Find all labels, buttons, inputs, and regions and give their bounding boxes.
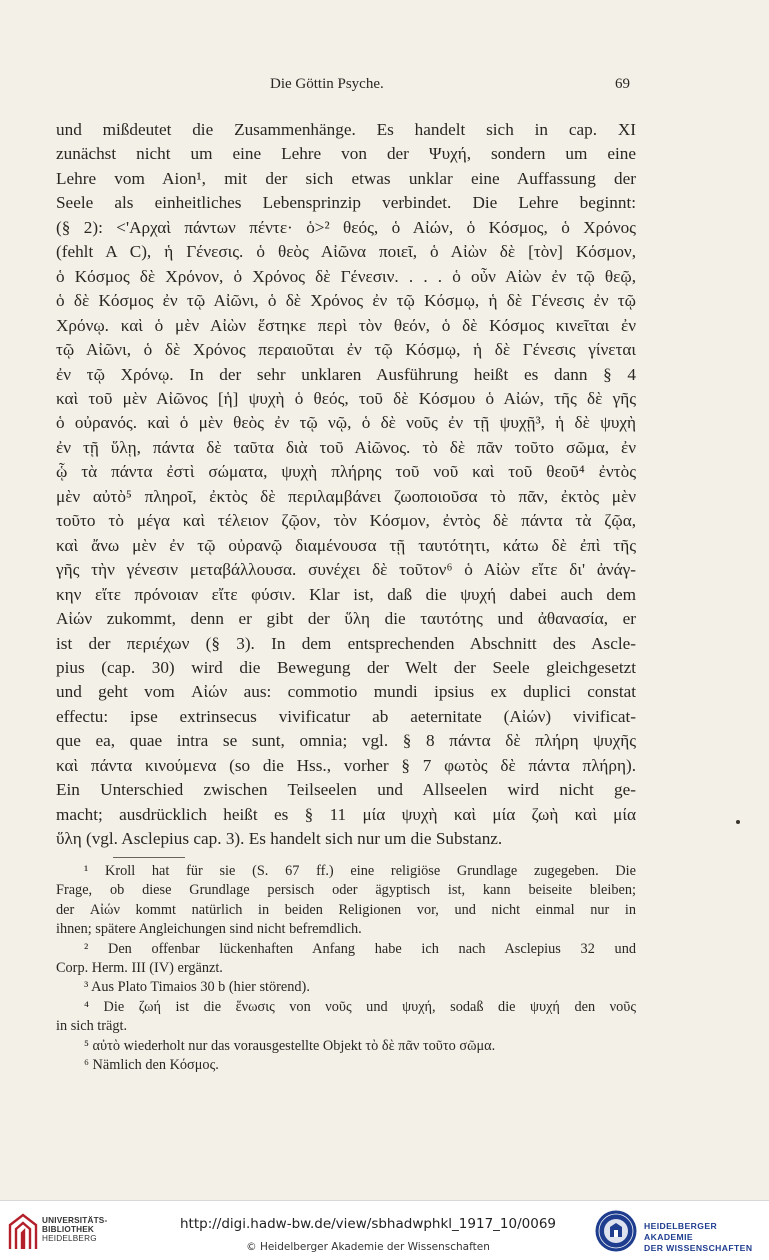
- text-line: ist der περιέχων (§ 3). In dem entsprechenden Abschnitt des Ascle-: [56, 633, 636, 653]
- text-line: ἐν τῇ ὕλῃ, πάντα δὲ ταῦτα διὰ τοῦ Αἰῶνος. τὸ δὲ πᾶν τοῦτο σῶμα, ἐν: [56, 437, 636, 457]
- footnote-rule: [113, 857, 185, 858]
- footnote-line: ⁵ αὐτὸ wiederholt nur das vorausgestellte Objekt τὸ δὲ πᾶν τοῦτο σῶμα.: [84, 1037, 496, 1054]
- academy-name-line: DER WISSENSCHAFTEN: [644, 1243, 753, 1253]
- text-line: macht; ausdrücklich heißt es § 11 μία ψυχὴ καὶ μία ζωὴ καὶ μία: [56, 804, 636, 824]
- library-emblem-icon: [8, 1211, 38, 1251]
- library-name-line: HEIDELBERG: [42, 1234, 97, 1244]
- text-line: effectu: ipse extrinsecus vivificatur ab aeternitate (Αἰών) vivificat-: [56, 706, 636, 726]
- footnote-line: ⁶ Nämlich den Κόσμος.: [84, 1057, 219, 1074]
- footnote-line: ¹ Kroll hat für sie (S. 67 ff.) eine religiöse Grundlage zugegeben. Die: [84, 863, 636, 879]
- academy-name-line: HEIDELBERGER AKADEMIE: [644, 1221, 718, 1242]
- text-line: (§ 2): <'Αρχαὶ πάντων πέντε· ὁ>² θεός, ὁ Αἰών, ὁ Κόσμος, ὁ Χρόνος: [56, 217, 636, 237]
- text-line: und geht vom Αἰών aus: commotio mundi ipsius ex duplici constat: [56, 682, 636, 702]
- text-line: ὁ Κόσμος δὲ Χρόνον, ὁ Χρόνος δὲ Γένεσιν. . . . ὁ οὖν Αἰὼν ἐν τῷ θεῷ,: [56, 266, 636, 286]
- text-line: ὁ οὐρανός. καὶ ὁ μὲν θεὸς ἐν τῷ νῷ, ὁ δὲ νοῦς ἐν τῇ ψυχῇ³, ἡ δὲ ψυχὴ: [56, 413, 636, 433]
- text-line: Lehre vom Aion¹, mit der sich etwas unklar eine Auffassung der: [56, 168, 636, 188]
- library-name: [42, 1216, 107, 1244]
- text-line: ὕλη (vgl. Asclepius cap. 3). Es handelt sich nur um die Substanz.: [56, 829, 503, 849]
- text-line: ᾧ τὰ πάντα ἐστὶ σώματα, ψυχὴ πλήρης τοῦ νοῦ καὶ τοῦ θεοῦ⁴ ἐντὸς: [56, 462, 636, 482]
- footnote-line: ihnen; spätere Angleichungen sind nicht befremdlich.: [56, 921, 362, 938]
- text-line: Χρόνῳ. καὶ ὁ μὲν Αἰὼν ἕστηκε περὶ τὸν θεόν, ὁ δὲ Κόσμος κινεῖται ἐν: [56, 315, 636, 335]
- text-line: zunächst nicht um eine Lehre von der Ψυχή, sondern um eine: [56, 144, 636, 164]
- text-line: καὶ τοῦ μὲν Αἰῶνος [ἡ] ψυχὴ ὁ θεός, τοῦ δὲ Κόσμου ὁ Αἰών, τῆς δὲ γῆς: [56, 388, 636, 408]
- text-line: κην εἴτε πρόνοιαν εἴτε φύσιν. Klar ist, daß die ψυχή dabei auch dem: [56, 584, 636, 604]
- footnote-line: Frage, ob diese Grundlage persisch oder ägyptisch ist, kann beiseite bleiben;: [56, 882, 636, 899]
- academy-logo[interactable]: [594, 1207, 764, 1255]
- text-line: und mißdeutet die Zusammenhänge. Es handelt sich in cap. XI: [56, 120, 636, 139]
- main-text: [56, 118, 636, 852]
- footnote-line: ³ Aus Plato Timaios 30 b (hier störend).: [84, 979, 310, 996]
- footnote-line: in sich trägt.: [56, 1018, 128, 1035]
- text-line: γῆς τὴν γένεσιν μεταβάλλουσα. συνέχει δὲ τοῦτον⁶ ὁ Αἰὼν εἴτε δι' ἀνάγ-: [56, 560, 636, 580]
- footnote-line: der Αἰών kommt natürlich in beiden Religionen vor, und nicht einmal nur in: [56, 901, 636, 918]
- copyright-notice: © Heidelberger Akademie der Wissenschaften: [246, 1241, 490, 1253]
- text-line: ἐν τῷ Χρόνῳ. In der sehr unklaren Ausführung heißt es dann § 4: [56, 364, 636, 384]
- text-line: Seele als einheitliches Lebensprinzip verbindet. Die Lehre beginnt:: [56, 193, 636, 213]
- text-line: Αἰών zukommt, denn er gibt der ὕλη die ταυτότης und ἀθανασία, er: [56, 609, 636, 629]
- text-line: μὲν αὐτὸ⁵ πληροῖ, ἐκτὸς δὲ περιλαμβάνει ζωοποιοῦσα τὸ πᾶν, ἐκτὸς μὲν: [56, 486, 636, 506]
- ink-speck: [736, 820, 740, 824]
- text-line: ὁ δὲ Κόσμος ἐν τῷ Αἰῶνι, ὁ δὲ Χρόνος ἐν τῷ Κόσμῳ, ἡ δὲ Γένεσις ἐν τῷ: [56, 291, 636, 311]
- text-line: (fehlt A C), ἡ Γένεσις. ὁ θεὸς Αἰῶνα ποιεῖ, ὁ Αἰὼν δὲ [τὸν] Κόσμον,: [56, 242, 636, 262]
- library-name-line: BIBLIOTHEK: [42, 1225, 95, 1235]
- viewer-footer: [0, 1200, 769, 1260]
- library-name-line: UNIVERSITÄTS-: [42, 1216, 108, 1225]
- page-number: 69: [615, 76, 630, 92]
- footnotes: [56, 862, 636, 1075]
- text-line: Ein Unterschied zwischen Teilseelen und Allseelen wird nicht ge-: [56, 780, 636, 800]
- text-line: τῷ Αἰῶνι, ὁ δὲ Χρόνος περαιοῦται ἐν τῷ Κόσμῳ, ἡ δὲ Γένεσις γίνεται: [56, 340, 636, 360]
- text-line: καὶ ἄνω μὲν ἐν τῷ οὐρανῷ διαμένουσα τῇ ταυτότητι, κάτω δὲ ἐπὶ τῆς: [56, 535, 636, 555]
- university-library-logo[interactable]: [8, 1207, 158, 1255]
- academy-name: [644, 1221, 764, 1254]
- academy-seal-icon: [594, 1209, 638, 1253]
- text-line: pius (cap. 30) wird die Bewegung der Welt der Seele gleichgesetzt: [56, 657, 636, 677]
- footnote-line: ² Den offenbar lückenhaften Anfang habe ich nach Asclepius 32 und: [84, 940, 636, 957]
- footnote-line: ⁴ Die ζωή ist die ἕνωσις von νοῦς und ψυχή, sodaß die ψυχή den νοῦς: [84, 998, 636, 1015]
- permalink-url[interactable]: http://digi.hadw-bw.de/view/sbhadwphkl_1917_10/0069: [180, 1216, 556, 1232]
- text-line: τοῦτο τὸ μέγα καὶ τέλειον ζῷον, τὸν Κόσμον, ἐντὸς δὲ πάντα τὰ ζῷα,: [56, 511, 636, 531]
- running-title: Die Göttin Psyche.: [270, 76, 384, 92]
- text-line: que ea, quae intra se sunt, omnia; vgl. § 8 πάντα δὲ πλήρη ψυχῆς: [56, 731, 636, 751]
- footnote-line: Corp. Herm. III (IV) ergänzt.: [56, 960, 223, 977]
- text-line: καὶ πάντα κινούμενα (so die Hss., vorher § 7 φωτὸς δὲ πάντα πλήρη).: [56, 755, 636, 775]
